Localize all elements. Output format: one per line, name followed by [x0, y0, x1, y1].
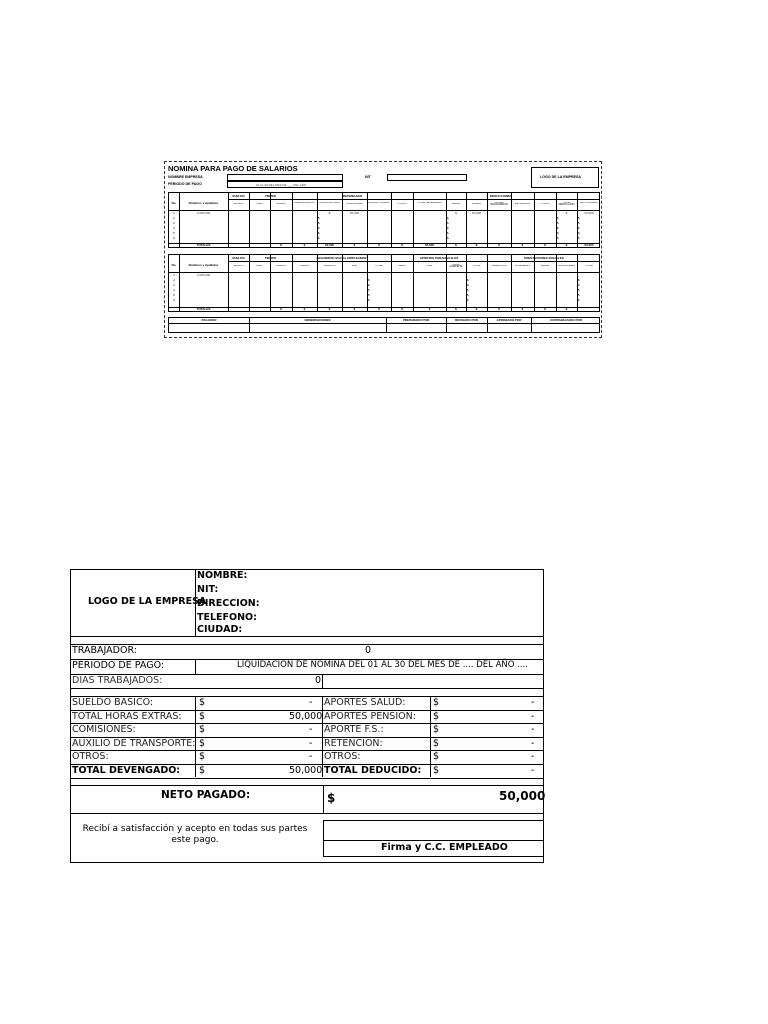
t2-currency-mark: $ — [467, 279, 469, 282]
days-value: 0 — [315, 675, 322, 686]
t2-vline — [367, 255, 368, 311]
total-deducted-label: TOTAL DEDUCIDO: — [324, 764, 422, 776]
t1-total-value: 50,000 — [424, 244, 435, 247]
t1-currency-mark: $ — [318, 222, 320, 225]
signature-label: Firma y C.C. EMPLEADO — [381, 842, 508, 853]
t1-currency-mark: $ — [447, 232, 449, 235]
deduction-label: APORTE F.S.: — [324, 724, 384, 735]
t1-row-number: 5 — [173, 232, 175, 235]
t1-col-name: Nombres y Apellidos — [188, 202, 219, 205]
t1-vline — [534, 193, 535, 247]
grid-hline — [71, 750, 543, 751]
earning-value: - — [309, 697, 313, 708]
t2-row-number: 6 — [173, 299, 175, 302]
earning-currency: $ — [199, 710, 206, 722]
t1-col-header: NETO PAGADO — [579, 201, 599, 204]
deduction-value: - — [531, 751, 535, 762]
t1-vline — [466, 193, 467, 247]
t2-currency-mark: $ — [368, 294, 370, 297]
company-phone-label: TELEFONO: — [197, 612, 257, 623]
t1-vline — [391, 193, 392, 247]
company-nit-label: NIT: — [197, 584, 219, 595]
t1-currency-mark: $ — [318, 217, 320, 220]
t2-vline — [292, 255, 293, 311]
t2-currency-mark: $ — [578, 294, 580, 297]
t2-group-header: SUELDO — [232, 256, 245, 260]
t2-group-header: APORTES PARAFISCALES — [419, 256, 459, 260]
t2-row-number: 3 — [173, 284, 175, 287]
t1-currency-mark: $ — [578, 237, 580, 240]
t1-currency-mark: $ — [578, 222, 580, 225]
earning-currency: $ — [199, 751, 206, 762]
earnings-deductions-table — [168, 192, 600, 248]
t2-currency-mark: $ — [368, 279, 370, 282]
earning-value: - — [309, 751, 313, 762]
signature-label: OBSERVACIONES — [304, 319, 331, 322]
t2-totals-label: TOTALES — [196, 308, 211, 311]
company-field — [227, 174, 343, 181]
t1-vline — [228, 193, 229, 247]
net-paid-label: NETO PAGADO: — [161, 789, 251, 801]
sheet-title: NOMINA PARA PAGO DE SALARIOS — [168, 164, 298, 173]
t2-col-header: DIAS — [256, 265, 263, 267]
t2-total-value: $ — [378, 308, 380, 311]
t2-vline — [228, 255, 229, 311]
t1-col-header: FONDO SOLIDARIDAD — [490, 201, 508, 207]
t1-total-value: $ — [280, 244, 282, 247]
deduction-label: APORTES SALUD: — [324, 697, 406, 708]
signature-box — [323, 820, 544, 841]
employer-contributions-table — [168, 254, 600, 312]
t2-total-value: $ — [521, 308, 524, 311]
t1-col-header: HORAS — [276, 203, 286, 205]
t1-total-value: $ — [455, 244, 457, 247]
t2-total-value: $ — [353, 308, 356, 311]
grid-vline — [430, 696, 431, 777]
company-name-label: NOMBRE: — [197, 570, 248, 581]
acceptance-text: Recibí a satisfacción y acepto en todas sus partes este pago. — [82, 824, 308, 846]
t1-totals-label: TOTALES — [196, 244, 211, 247]
t1-currency-mark: $ — [578, 232, 580, 235]
t2-total-value: $ — [498, 308, 500, 311]
t1-hline — [228, 199, 599, 200]
deduction-currency: $ — [433, 710, 440, 722]
period-field — [227, 181, 343, 188]
t1-col-header: DIAS — [256, 203, 263, 205]
t2-col-header: TOTAL — [584, 265, 594, 267]
t1-group-header: SUELDO — [232, 194, 245, 198]
t1-total-value: $ — [544, 244, 546, 247]
signature-label: PAGADOR — [201, 319, 217, 322]
total-earned-value: 50,000 — [289, 764, 323, 776]
t1-currency-mark: $ — [578, 227, 580, 230]
nit-field — [387, 174, 467, 181]
signature-label-box — [323, 840, 544, 857]
total-deducted-currency: $ — [433, 764, 440, 776]
t2-col-header: TOTAL — [374, 265, 384, 267]
t2-row-number: 1 — [173, 274, 175, 277]
t2-currency-mark: $ — [368, 289, 370, 292]
t2-vline — [249, 255, 250, 311]
t1-currency-mark: $ — [318, 227, 320, 230]
t1-first-row-value: 50,000 — [584, 212, 594, 215]
t1-col-header: SUELDO BASICO — [293, 201, 316, 204]
t1-vline — [342, 193, 343, 247]
t2-currency-mark: $ — [467, 284, 469, 287]
t1-currency-mark: $ — [557, 237, 559, 240]
earning-currency: $ — [199, 737, 206, 749]
t1-currency-mark: $ — [318, 237, 320, 240]
receipt-logo-text: LOGO DE LA EMPRESA — [88, 596, 207, 607]
t2-total-value: $ — [328, 308, 331, 311]
deduction-value: - — [531, 710, 535, 722]
t2-vline — [270, 255, 271, 311]
t2-vline — [391, 255, 392, 311]
t1-first-row-value: 50,000 — [471, 212, 482, 215]
earning-value: - — [309, 724, 313, 735]
t2-col-header: CESANTIAS — [491, 265, 507, 267]
period-value-receipt: LIQUIDACION DE NOMINA DEL 01 AL 30 DEL MES DE .... DEL AÑO .... — [237, 660, 528, 670]
deduction-label: OTROS: — [324, 751, 361, 762]
t1-col-header: Pension — [471, 203, 482, 205]
grid-hline — [71, 723, 543, 724]
signature-label: APROBADO POR — [496, 319, 522, 322]
t2-total-value: $ — [565, 308, 568, 311]
t1-total-value: $ — [565, 244, 568, 247]
t1-total-value: 50,000 — [324, 244, 335, 247]
t2-col-header: BASICO — [233, 265, 244, 267]
t1-col-header: BASICO — [233, 203, 244, 205]
t2-total-value: $ — [475, 308, 478, 311]
t2-currency-mark: $ — [467, 289, 469, 292]
period-label: PERIODO DE PAGO — [168, 182, 202, 186]
deduction-currency: $ — [433, 697, 440, 708]
t1-row-number: 3 — [173, 222, 175, 225]
t1-col-header: TOTAL DEDUCCION — [558, 201, 575, 207]
t2-group-header: SEGURIDAD SOCIAL EMPLEADOR — [316, 256, 367, 260]
t2-total-value: $ — [303, 308, 306, 311]
deduction-currency: $ — [433, 724, 440, 735]
t1-col-header: RETENCION — [514, 203, 531, 205]
logo-box — [531, 167, 599, 188]
t2-group-header: TIEMPO — [264, 256, 277, 260]
t1-total-value: 50,000 — [584, 244, 594, 247]
t2-total-value: $ — [401, 308, 403, 311]
t1-group-header: DEDUCCIONES — [489, 194, 513, 198]
t2-currency-mark: $ — [467, 299, 469, 302]
t2-total-value: $ — [544, 308, 546, 311]
deduction-value: - — [531, 697, 535, 708]
period-value: 01 AL 30 DEL MES DE ___ DEL AÑO — [256, 182, 307, 187]
earning-label: COMISIONES: — [72, 724, 136, 735]
t2-vline — [413, 255, 414, 311]
t1-total-value: $ — [521, 244, 524, 247]
t1-currency-mark: $ — [447, 227, 449, 230]
signature-label: REVISADO POR — [454, 319, 478, 322]
t2-col-header: HORAS — [276, 265, 286, 267]
t2-row-number: 4 — [173, 289, 175, 292]
t2-currency-mark: $ — [578, 289, 580, 292]
t1-total-value: $ — [353, 244, 356, 247]
t1-currency-mark: $ — [318, 232, 320, 235]
deduction-value: - — [531, 737, 535, 749]
signature-hline — [169, 323, 599, 324]
t2-vline — [556, 255, 557, 311]
t1-row-number: 2 — [173, 217, 175, 220]
company-city-label: CIUDAD: — [197, 624, 243, 635]
t2-total-value: $ — [280, 308, 282, 311]
earning-label: OTROS: — [72, 751, 109, 762]
total-earned-label: TOTAL DEVENGADO: — [72, 764, 181, 776]
net-paid-currency: $ — [327, 791, 336, 805]
t2-col-header: PENSION — [323, 265, 336, 267]
company-address-label: DIRECCION: — [197, 598, 260, 609]
t2-col-name: Nombres y Apellidos — [188, 264, 219, 267]
t2-col-header: PRIMA — [540, 265, 550, 267]
t2-vline — [487, 255, 488, 311]
deduction-value: - — [531, 724, 535, 735]
t1-first-row-value: $ — [565, 212, 568, 215]
t1-currency-mark: $ — [447, 222, 449, 225]
grid-vline — [322, 696, 323, 777]
t1-row-number: 1 — [173, 212, 175, 215]
t2-row-number: 2 — [173, 279, 175, 282]
t2-col-header: TOTAL — [472, 265, 481, 267]
t2-vline — [317, 255, 318, 311]
t1-vline — [249, 193, 250, 247]
t1-currency-mark: $ — [557, 232, 559, 235]
t2-currency-mark: $ — [467, 294, 469, 297]
t1-total-value: $ — [401, 244, 403, 247]
t2-total-value: $ — [428, 308, 431, 311]
deduction-currency: $ — [433, 737, 440, 749]
earning-label: SUELDO BASICO: — [72, 697, 154, 708]
t1-currency-mark: $ — [557, 227, 559, 230]
t1-col-header: HORAS EXTRAS — [319, 201, 340, 204]
t1-col-header: TOTAL DEVENGADO — [416, 201, 443, 204]
t2-currency-mark: $ — [368, 299, 370, 302]
total-deducted-value: - — [531, 764, 535, 776]
worker-label: TRABAJADOR: — [72, 645, 137, 656]
earning-label: AUXILIO DE TRANSPORTE: — [72, 737, 196, 749]
earning-currency: $ — [199, 724, 206, 735]
t2-group-header: PRESTACIONES SOCIALES — [524, 256, 564, 260]
t2-col-no: No. — [171, 264, 177, 267]
signature-label: PREPARADO POR — [402, 319, 430, 322]
t1-first-row-value: $ — [328, 212, 331, 215]
t1-currency-mark: $ — [447, 217, 449, 220]
t1-col-header: COMISIONES — [346, 203, 363, 205]
t1-col-no: No. — [171, 202, 177, 205]
t2-vline — [511, 255, 512, 311]
t1-total-value: $ — [475, 244, 478, 247]
t1-row-number: 6 — [173, 237, 175, 240]
earning-label: TOTAL HORAS EXTRAS: — [72, 710, 182, 722]
t2-currency-mark: $ — [578, 299, 580, 302]
t1-first-row-value: 50,000 — [349, 212, 360, 215]
deduction-currency: $ — [433, 751, 440, 762]
t2-col-header: INTERESES — [515, 265, 530, 267]
t2-hline — [169, 272, 599, 273]
t2-vline — [466, 255, 467, 311]
earning-value: - — [309, 737, 313, 749]
deduction-label: RETENCION: — [324, 737, 383, 749]
t1-col-header: OTROS — [397, 203, 407, 205]
t1-group-header: TIEMPO — [264, 194, 277, 198]
t2-col-header: SALUD — [300, 265, 309, 267]
t1-col-header: OTROS — [540, 203, 550, 205]
t1-hline — [169, 210, 599, 211]
earning-currency: $ — [199, 697, 206, 708]
deduction-label: APORTES PENSION: — [324, 710, 416, 722]
t1-group-header: DEVENGADO — [342, 194, 363, 198]
t1-total-value: $ — [378, 244, 380, 247]
t1-currency-mark: $ — [557, 217, 559, 220]
t1-currency-mark: $ — [578, 217, 580, 220]
t1-total-value: $ — [303, 244, 306, 247]
t1-first-row-value: $ — [455, 212, 457, 215]
net-paid-value: 50,000 — [499, 789, 546, 803]
company-label: NOMBRE EMPRESA — [168, 175, 203, 179]
worker-value: 0 — [365, 645, 372, 656]
t2-col-header: CAJA COMPENS. — [449, 263, 463, 269]
t1-col-header: AUXILIO TRANSP. — [368, 201, 390, 204]
t1-vline — [511, 193, 512, 247]
t1-currency-mark: $ — [447, 237, 449, 240]
t1-first-row-value: 4.000.000 — [196, 212, 211, 215]
total-earned-currency: $ — [199, 764, 206, 776]
t2-vline — [534, 255, 535, 311]
t2-total-value: $ — [455, 308, 457, 311]
payment-receipt — [70, 569, 544, 863]
payroll-sheet — [164, 161, 602, 338]
t2-col-header: ICBF — [426, 265, 433, 267]
t2-currency-mark: $ — [578, 279, 580, 282]
t2-hline — [228, 261, 599, 262]
nit-label: NIT — [365, 175, 371, 179]
t2-col-header: ARL — [351, 265, 358, 267]
t2-vline — [577, 255, 578, 311]
t1-col-header: SALUD — [451, 203, 461, 205]
days-label: DIAS TRABAJADOS: — [72, 675, 163, 686]
logo-text: LOGO DE LA EMPRESA — [540, 175, 581, 179]
t2-currency-mark: $ — [368, 284, 370, 287]
t1-currency-mark: $ — [557, 222, 559, 225]
signature-label: CONTABILIZADO POR — [550, 319, 582, 322]
t2-vline — [342, 255, 343, 311]
earning-value: 50,000 — [289, 710, 323, 722]
t2-currency-mark: $ — [578, 284, 580, 287]
grid-vline — [195, 696, 196, 777]
t2-col-header: SENA — [398, 265, 406, 267]
t2-first-row-value: 4.000.000 — [196, 274, 211, 277]
period-label-receipt: PERIODO DE PAGO: — [72, 660, 165, 671]
t1-vline — [270, 193, 271, 247]
signature-table — [168, 317, 600, 333]
t1-row-number: 4 — [173, 227, 175, 230]
t2-col-header: VACACIONES — [558, 265, 575, 267]
t1-total-value: $ — [498, 244, 500, 247]
t2-row-number: 5 — [173, 294, 175, 297]
